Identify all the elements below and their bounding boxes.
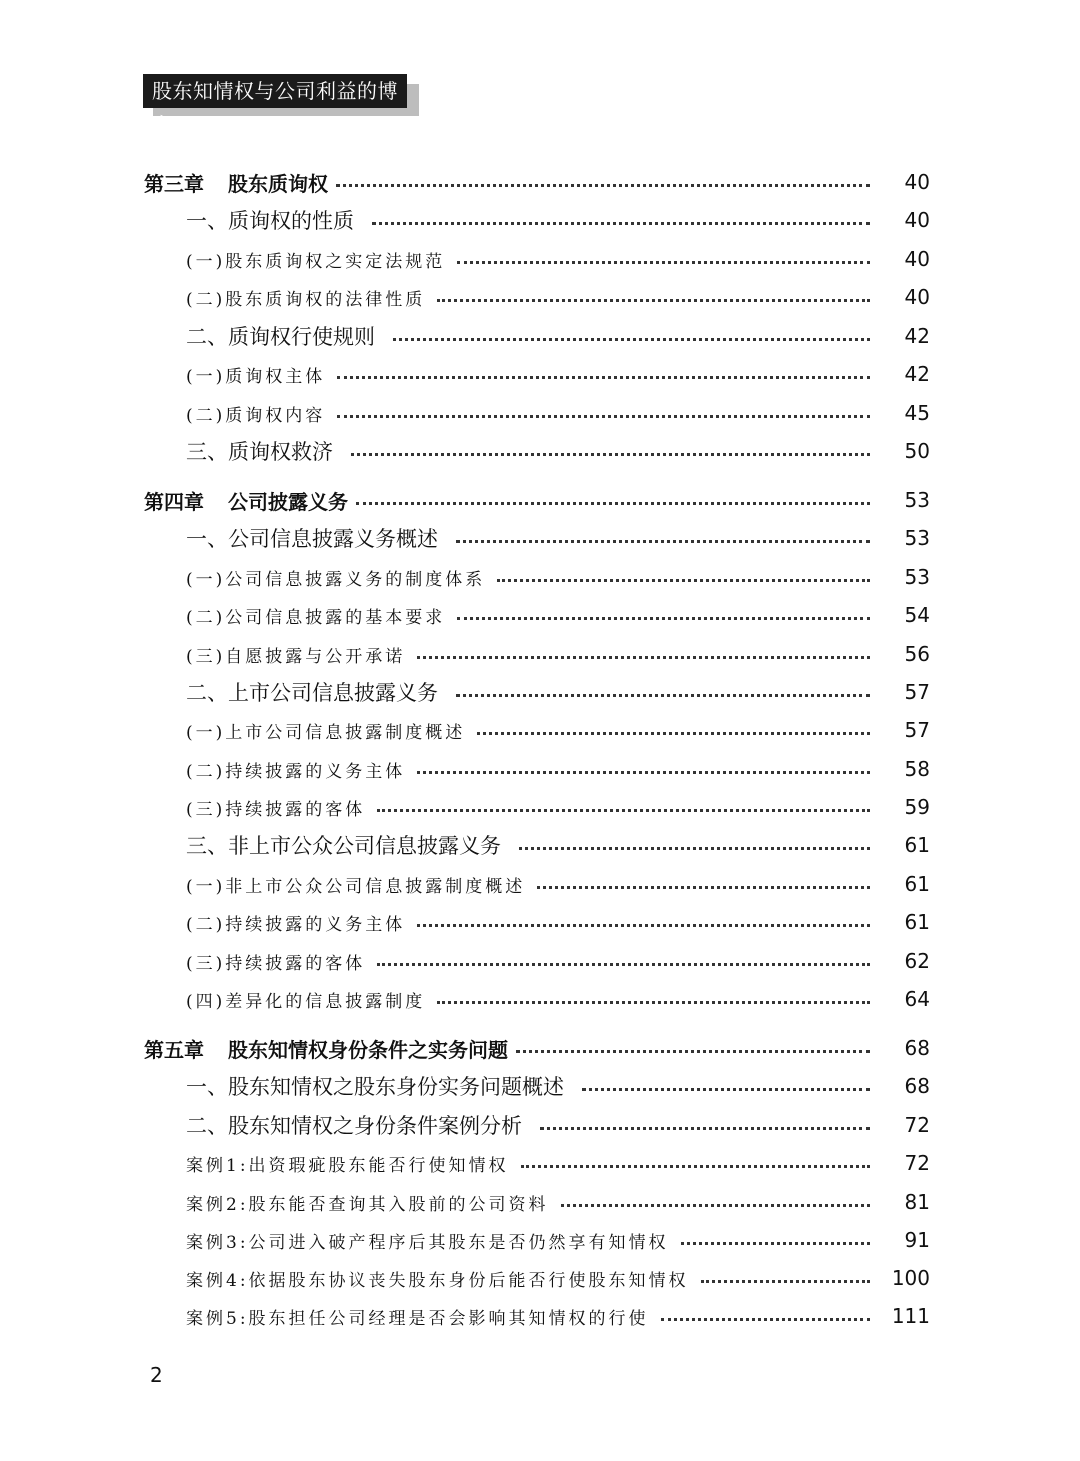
dot-leader bbox=[336, 184, 870, 187]
toc-subsection-title: (二)持续披露的义务主体 bbox=[186, 761, 406, 782]
toc-section-entry[interactable] bbox=[186, 676, 930, 708]
toc-subsection-entry[interactable] bbox=[186, 945, 930, 977]
dot-leader bbox=[393, 338, 870, 341]
toc-page-number: 68 bbox=[904, 1074, 930, 1098]
chapter-number: 第三章 bbox=[144, 171, 204, 196]
dot-leader bbox=[456, 540, 870, 543]
toc-section-title: 二、质询权行使规则 bbox=[186, 325, 375, 349]
chapter-title: 股东质询权 bbox=[228, 171, 328, 196]
dot-leader bbox=[417, 924, 870, 927]
toc-section-title: 一、股东知情权之股东身份实务问题概述 bbox=[186, 1075, 564, 1099]
dot-leader bbox=[377, 809, 870, 812]
dot-leader bbox=[437, 1001, 870, 1004]
toc-subsection-title: (三)自愿披露与公开承诺 bbox=[186, 646, 406, 667]
toc-section-entry[interactable] bbox=[186, 435, 930, 467]
toc-subsection-entry[interactable] bbox=[186, 397, 930, 429]
toc-subsection-entry[interactable] bbox=[186, 358, 930, 390]
dot-leader bbox=[497, 579, 870, 582]
toc-page-number: 40 bbox=[904, 285, 930, 309]
toc-section-entry[interactable] bbox=[186, 1109, 930, 1141]
toc-chapter-title bbox=[144, 1034, 516, 1063]
toc-subsection-entry[interactable] bbox=[186, 714, 930, 746]
toc-page-number: 100 bbox=[891, 1266, 930, 1290]
toc-page-number: 45 bbox=[904, 401, 930, 425]
dot-leader bbox=[417, 656, 870, 659]
toc-subsection-title: 案例3:公司进入破产程序后其股东是否仍然享有知情权 bbox=[186, 1232, 669, 1253]
toc-page-number: 64 bbox=[904, 987, 930, 1011]
toc-section-title: 一、公司信息披露义务概述 bbox=[186, 527, 438, 551]
toc-section-title: 二、上市公司信息披露义务 bbox=[186, 681, 438, 705]
toc-section-entry[interactable] bbox=[186, 204, 930, 236]
toc-subsection-title: (一)股东质询权之实定法规范 bbox=[186, 251, 446, 272]
dot-leader bbox=[540, 1127, 870, 1130]
toc-chapter-entry[interactable] bbox=[144, 1032, 930, 1064]
dot-leader bbox=[356, 502, 870, 505]
toc-page-number: 81 bbox=[904, 1190, 930, 1214]
toc-subsection-title: 案例4:依据股东协议丧失股东身份后能否行使股东知情权 bbox=[186, 1270, 689, 1291]
dot-leader bbox=[516, 1050, 870, 1053]
toc-page-number: 59 bbox=[904, 795, 930, 819]
chapter-number: 第五章 bbox=[144, 1037, 204, 1062]
toc-subsection-entry[interactable] bbox=[186, 1147, 930, 1179]
dot-leader bbox=[351, 453, 870, 456]
toc-subsection-title: (一)公司信息披露义务的制度体系 bbox=[186, 569, 486, 590]
toc-subsection-entry[interactable] bbox=[186, 1300, 930, 1332]
dot-leader bbox=[537, 886, 870, 889]
toc-section-entry[interactable] bbox=[186, 522, 930, 554]
toc-subsection-entry[interactable] bbox=[186, 638, 930, 670]
book-title: 股东知情权与公司利益的博弈 bbox=[143, 74, 407, 108]
toc-page-number: 50 bbox=[904, 439, 930, 463]
toc-subsection-entry[interactable] bbox=[186, 906, 930, 938]
toc-subsection-entry[interactable] bbox=[186, 243, 930, 275]
toc-chapter-title bbox=[144, 486, 356, 515]
toc-subsection-entry[interactable] bbox=[186, 868, 930, 900]
toc-page-number: 111 bbox=[891, 1304, 930, 1328]
toc-chapter-title bbox=[144, 168, 336, 197]
toc-subsection-title: (四)差异化的信息披露制度 bbox=[186, 991, 426, 1012]
toc-section-title: 三、质询权救济 bbox=[186, 440, 333, 464]
toc-subsection-entry[interactable] bbox=[186, 791, 930, 823]
dot-leader bbox=[372, 222, 870, 225]
toc-subsection-title: 案例1:出资瑕疵股东能否行使知情权 bbox=[186, 1155, 509, 1176]
toc-page-number: 56 bbox=[904, 642, 930, 666]
chapter-title: 公司披露义务 bbox=[228, 489, 348, 514]
toc-subsection-entry[interactable] bbox=[186, 1262, 930, 1294]
dot-leader bbox=[477, 732, 870, 735]
toc-subsection-title: (二)持续披露的义务主体 bbox=[186, 914, 406, 935]
dot-leader bbox=[337, 376, 870, 379]
toc-page-number: 40 bbox=[904, 208, 930, 232]
dot-leader bbox=[701, 1280, 870, 1283]
toc-subsection-title: (二)股东质询权的法律性质 bbox=[186, 289, 426, 310]
toc-section-title: 一、质询权的性质 bbox=[186, 209, 354, 233]
toc-page-number: 53 bbox=[904, 488, 930, 512]
page-number: 2 bbox=[150, 1363, 163, 1387]
toc-subsection-entry[interactable] bbox=[186, 1224, 930, 1256]
dot-leader bbox=[457, 261, 870, 264]
toc-page-number: 62 bbox=[904, 949, 930, 973]
dot-leader bbox=[337, 415, 870, 418]
dot-leader bbox=[437, 299, 870, 302]
toc-page-number: 42 bbox=[904, 324, 930, 348]
toc-page-number: 40 bbox=[904, 170, 930, 194]
toc-page-number: 53 bbox=[904, 526, 930, 550]
toc-page-number: 40 bbox=[904, 247, 930, 271]
toc-section-title: 二、股东知情权之身份条件案例分析 bbox=[186, 1114, 522, 1138]
toc-page-number: 72 bbox=[904, 1151, 930, 1175]
running-header bbox=[143, 74, 419, 137]
toc-page-number: 42 bbox=[904, 362, 930, 386]
dot-leader bbox=[521, 1165, 870, 1168]
toc-chapter-entry[interactable] bbox=[144, 484, 930, 516]
toc-page-number: 72 bbox=[904, 1113, 930, 1137]
toc-subsection-entry[interactable] bbox=[186, 983, 930, 1015]
dot-leader bbox=[377, 963, 870, 966]
toc-section-title: 三、非上市公众公司信息披露义务 bbox=[186, 834, 501, 858]
toc-page-number: 53 bbox=[904, 565, 930, 589]
toc-section-entry[interactable] bbox=[186, 829, 930, 861]
toc-page-number: 61 bbox=[904, 872, 930, 896]
toc-subsection-entry[interactable] bbox=[186, 281, 930, 313]
toc-section-entry[interactable] bbox=[186, 320, 930, 352]
toc-subsection-title: 案例5:股东担任公司经理是否会影响其知情权的行使 bbox=[186, 1308, 649, 1329]
dot-leader bbox=[457, 617, 870, 620]
toc-subsection-title: (二)质询权内容 bbox=[186, 405, 326, 426]
dot-leader bbox=[417, 771, 870, 774]
toc-subsection-title: (一)质询权主体 bbox=[186, 366, 326, 387]
toc-subsection-entry[interactable] bbox=[186, 599, 930, 631]
toc-page-number: 61 bbox=[904, 910, 930, 934]
dot-leader bbox=[661, 1318, 870, 1321]
toc-subsection-entry[interactable] bbox=[186, 753, 930, 785]
toc-subsection-title: 案例2:股东能否查询其入股前的公司资料 bbox=[186, 1194, 549, 1215]
chapter-title: 股东知情权身份条件之实务问题 bbox=[228, 1037, 508, 1062]
toc-subsection-title: (一)上市公司信息披露制度概述 bbox=[186, 722, 466, 743]
toc-page-number: 57 bbox=[904, 680, 930, 704]
toc-subsection-entry[interactable] bbox=[186, 561, 930, 593]
toc-subsection-title: (三)持续披露的客体 bbox=[186, 799, 366, 820]
chapter-number: 第四章 bbox=[144, 489, 204, 514]
dot-leader bbox=[519, 847, 870, 850]
toc-page-number: 61 bbox=[904, 833, 930, 857]
toc-subsection-entry[interactable] bbox=[186, 1186, 930, 1218]
toc-page-number: 58 bbox=[904, 757, 930, 781]
dot-leader bbox=[582, 1088, 870, 1091]
toc-subsection-title: (二)公司信息披露的基本要求 bbox=[186, 607, 446, 628]
toc-page-number: 68 bbox=[904, 1036, 930, 1060]
toc-subsection-title: (三)持续披露的客体 bbox=[186, 953, 366, 974]
toc-subsection-title: (一)非上市公众公司信息披露制度概述 bbox=[186, 876, 526, 897]
toc-page-number: 57 bbox=[904, 718, 930, 742]
dot-leader bbox=[456, 694, 870, 697]
dot-leader bbox=[561, 1204, 870, 1207]
toc-chapter-entry[interactable] bbox=[144, 166, 930, 198]
toc-section-entry[interactable] bbox=[186, 1070, 930, 1102]
toc-page-number: 54 bbox=[904, 603, 930, 627]
dot-leader bbox=[681, 1242, 870, 1245]
toc-page-number: 91 bbox=[904, 1228, 930, 1252]
